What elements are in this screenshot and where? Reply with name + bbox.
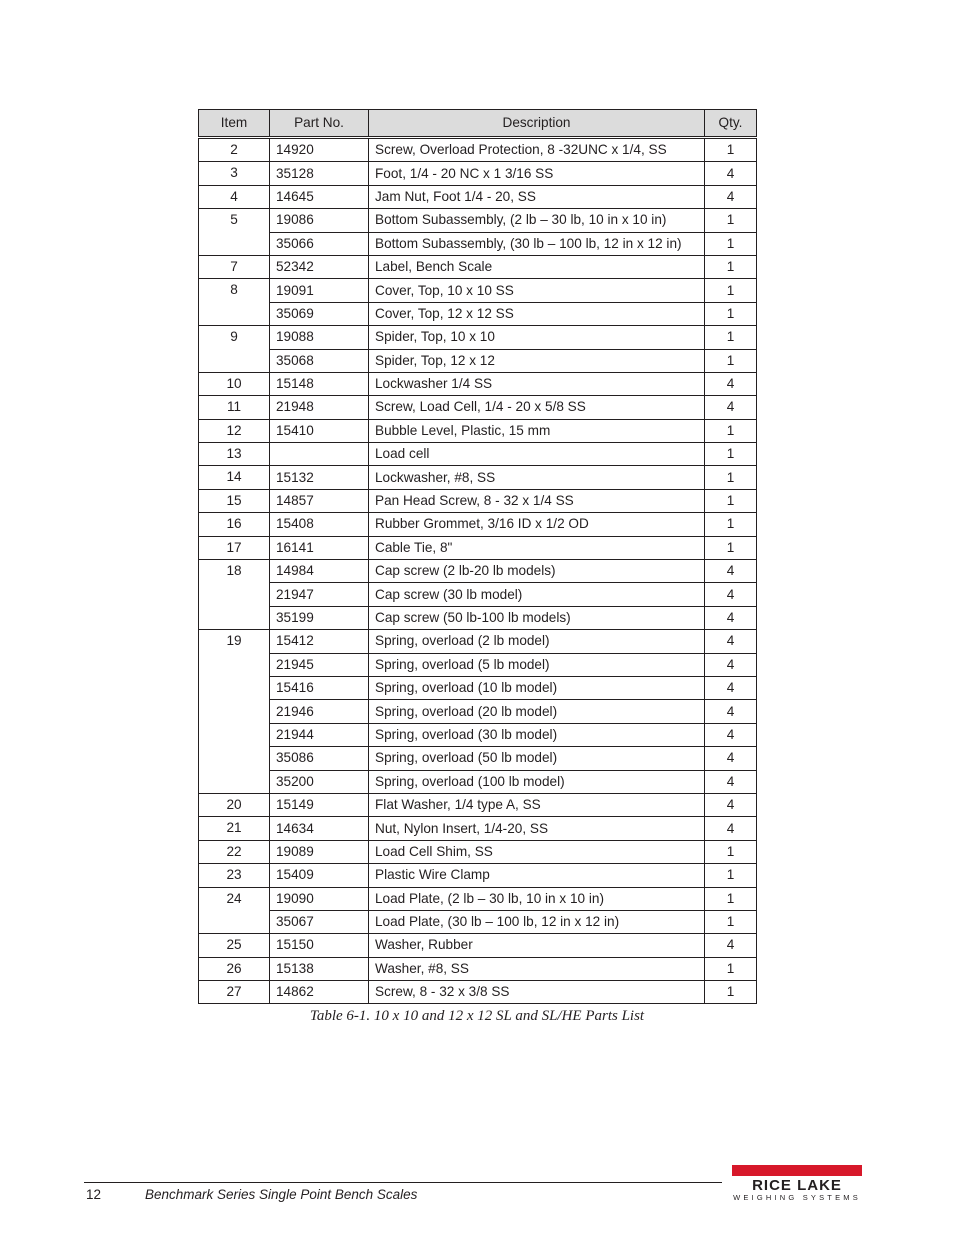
cell-part-no: 14857 [270, 489, 369, 512]
cell-qty: 1 [705, 981, 757, 1004]
table-row [199, 489, 757, 512]
table-row [199, 138, 757, 162]
cell-part-no: 19091 [270, 279, 369, 302]
cell-qty: 1 [705, 957, 757, 980]
table-caption: Table 6-1. 10 x 10 and 12 x 12 SL and SL/HE Parts List [309, 1008, 645, 1024]
table-row [199, 630, 757, 653]
footer-rule [84, 1182, 722, 1183]
cell-qty: 4 [705, 676, 757, 699]
cell-item: 11 [199, 396, 270, 419]
cell-item: 5 [199, 209, 270, 256]
cell-description: Screw, 8 - 32 x 3/8 SS [369, 981, 705, 1004]
cell-part-no: 14862 [270, 981, 369, 1004]
cell-part-no: 14920 [270, 138, 369, 162]
table-row [199, 279, 757, 302]
cell-qty: 1 [705, 302, 757, 325]
table-row [199, 513, 757, 536]
cell-item: 17 [199, 536, 270, 559]
table-row [199, 396, 757, 419]
cell-description: Spring, overload (20 lb model) [369, 700, 705, 723]
cell-description: Load cell [369, 443, 705, 466]
cell-description: Spider, Top, 10 x 10 [369, 326, 705, 349]
cell-qty: 4 [705, 583, 757, 606]
cell-qty: 1 [705, 910, 757, 933]
cell-qty: 1 [705, 138, 757, 162]
cell-part-no: 52342 [270, 255, 369, 278]
document-title: Benchmark Series Single Point Bench Scales [145, 1187, 418, 1202]
cell-qty: 4 [705, 817, 757, 840]
cell-description: Spider, Top, 12 x 12 [369, 349, 705, 372]
cell-qty: 1 [705, 443, 757, 466]
cell-part-no: 15416 [270, 676, 369, 699]
cell-part-no: 35128 [270, 162, 369, 185]
table-header-row [199, 110, 757, 138]
cell-part-no: 19086 [270, 209, 369, 232]
table-row [199, 910, 757, 933]
cell-description: Load Cell Shim, SS [369, 840, 705, 863]
cell-description: Washer, Rubber [369, 934, 705, 957]
cell-part-no: 15148 [270, 372, 369, 395]
cell-qty: 1 [705, 326, 757, 349]
cell-qty: 4 [705, 630, 757, 653]
cell-qty: 1 [705, 209, 757, 232]
cell-description: Cap screw (30 lb model) [369, 583, 705, 606]
cell-item: 9 [199, 326, 270, 373]
cell-description: Spring, overload (100 lb model) [369, 770, 705, 793]
cell-item: 20 [199, 793, 270, 816]
cell-part-no: 35068 [270, 349, 369, 372]
cell-part-no: 15410 [270, 419, 369, 442]
cell-item: 19 [199, 630, 270, 794]
cell-description: Spring, overload (10 lb model) [369, 676, 705, 699]
cell-description: Foot, 1/4 - 20 NC x 1 3/16 SS [369, 162, 705, 185]
cell-item: 27 [199, 981, 270, 1004]
cell-part-no: 21948 [270, 396, 369, 419]
table-row [199, 887, 757, 910]
cell-item: 23 [199, 864, 270, 887]
table-row [199, 162, 757, 185]
cell-part-no: 15408 [270, 513, 369, 536]
cell-part-no: 15150 [270, 934, 369, 957]
cell-qty: 4 [705, 770, 757, 793]
cell-item: 4 [199, 185, 270, 208]
cell-qty: 4 [705, 372, 757, 395]
header-qty: Qty. [705, 110, 757, 138]
cell-description: Pan Head Screw, 8 - 32 x 1/4 SS [369, 489, 705, 512]
table-row [199, 700, 757, 723]
table-row [199, 653, 757, 676]
cell-qty: 1 [705, 279, 757, 302]
cell-qty: 4 [705, 934, 757, 957]
cell-item: 16 [199, 513, 270, 536]
table-row [199, 793, 757, 816]
table-row [199, 185, 757, 208]
cell-part-no: 14645 [270, 185, 369, 208]
cell-part-no: 19089 [270, 840, 369, 863]
cell-item: 21 [199, 817, 270, 840]
cell-qty: 1 [705, 466, 757, 489]
cell-part-no: 21945 [270, 653, 369, 676]
cell-qty: 4 [705, 723, 757, 746]
cell-qty: 1 [705, 536, 757, 559]
cell-qty: 1 [705, 864, 757, 887]
cell-description: Load Plate, (2 lb – 30 lb, 10 in x 10 in) [369, 887, 705, 910]
cell-part-no: 19088 [270, 326, 369, 349]
cell-item: 7 [199, 255, 270, 278]
table-row [199, 817, 757, 840]
table-row [199, 560, 757, 583]
logo-text: RICE LAKE [752, 1177, 842, 1194]
cell-part-no: 15149 [270, 793, 369, 816]
table-row [199, 957, 757, 980]
cell-item: 25 [199, 934, 270, 957]
cell-qty: 1 [705, 489, 757, 512]
header-item: Item [199, 110, 270, 138]
cell-part-no: 35067 [270, 910, 369, 933]
cell-item: 26 [199, 957, 270, 980]
cell-qty: 4 [705, 606, 757, 629]
cell-description: Lockwasher 1/4 SS [369, 372, 705, 395]
cell-description: Screw, Overload Protection, 8 -32UNC x 1/4, SS [369, 138, 705, 162]
cell-description: Nut, Nylon Insert, 1/4-20, SS [369, 817, 705, 840]
cell-part-no: 14984 [270, 560, 369, 583]
cell-part-no: 35086 [270, 747, 369, 770]
table-row [199, 443, 757, 466]
cell-part-no: 21946 [270, 700, 369, 723]
cell-qty: 4 [705, 396, 757, 419]
table-row [199, 723, 757, 746]
cell-description: Lockwasher, #8, SS [369, 466, 705, 489]
cell-item: 2 [199, 138, 270, 162]
cell-part-no: 15409 [270, 864, 369, 887]
cell-qty: 1 [705, 232, 757, 255]
cell-qty: 1 [705, 419, 757, 442]
cell-description: Flat Washer, 1/4 type A, SS [369, 793, 705, 816]
cell-qty: 4 [705, 793, 757, 816]
cell-qty: 1 [705, 349, 757, 372]
cell-description: Cap screw (50 lb-100 lb models) [369, 606, 705, 629]
cell-item: 12 [199, 419, 270, 442]
cell-qty: 4 [705, 747, 757, 770]
cell-item: 3 [199, 162, 270, 185]
table-row [199, 232, 757, 255]
cell-item: 24 [199, 887, 270, 934]
cell-qty: 4 [705, 162, 757, 185]
table-row [199, 372, 757, 395]
cell-part-no: 16141 [270, 536, 369, 559]
cell-part-no: 15412 [270, 630, 369, 653]
cell-qty: 1 [705, 513, 757, 536]
cell-qty: 4 [705, 653, 757, 676]
cell-description: Cover, Top, 12 x 12 SS [369, 302, 705, 325]
cell-part-no: 14634 [270, 817, 369, 840]
cell-item: 18 [199, 560, 270, 630]
table-row [199, 840, 757, 863]
table-row [199, 981, 757, 1004]
cell-part-no: 19090 [270, 887, 369, 910]
cell-description: Load Plate, (30 lb – 100 lb, 12 in x 12 in) [369, 910, 705, 933]
logo-bar [732, 1165, 862, 1176]
cell-qty: 1 [705, 840, 757, 863]
cell-description: Washer, #8, SS [369, 957, 705, 980]
rice-lake-logo [726, 1165, 868, 1203]
cell-description: Bottom Subassembly, (2 lb – 30 lb, 10 in x 10 in) [369, 209, 705, 232]
cell-part-no: 15132 [270, 466, 369, 489]
table-row [199, 934, 757, 957]
table-row [199, 326, 757, 349]
cell-description: Spring, overload (30 lb model) [369, 723, 705, 746]
cell-item: 8 [199, 279, 270, 326]
cell-qty: 1 [705, 887, 757, 910]
cell-description: Jam Nut, Foot 1/4 - 20, SS [369, 185, 705, 208]
table-row [199, 349, 757, 372]
cell-part-no: 15138 [270, 957, 369, 980]
cell-description: Rubber Grommet, 3/16 ID x 1/2 OD [369, 513, 705, 536]
table-row [199, 864, 757, 887]
cell-description: Bottom Subassembly, (30 lb – 100 lb, 12 in x 12 in) [369, 232, 705, 255]
table-row [199, 302, 757, 325]
cell-qty: 4 [705, 560, 757, 583]
cell-description: Screw, Load Cell, 1/4 - 20 x 5/8 SS [369, 396, 705, 419]
cell-qty: 4 [705, 700, 757, 723]
table-row [199, 419, 757, 442]
table-row [199, 606, 757, 629]
table-row [199, 209, 757, 232]
table-row [199, 747, 757, 770]
cell-qty: 4 [705, 185, 757, 208]
cell-part-no: 35069 [270, 302, 369, 325]
cell-part-no [270, 443, 369, 466]
cell-item: 10 [199, 372, 270, 395]
cell-item: 15 [199, 489, 270, 512]
cell-part-no: 35066 [270, 232, 369, 255]
cell-part-no: 35200 [270, 770, 369, 793]
table-row [199, 770, 757, 793]
cell-description: Spring, overload (2 lb model) [369, 630, 705, 653]
cell-item: 22 [199, 840, 270, 863]
cell-description: Label, Bench Scale [369, 255, 705, 278]
cell-description: Bubble Level, Plastic, 15 mm [369, 419, 705, 442]
table-row [199, 676, 757, 699]
table-row [199, 583, 757, 606]
cell-part-no: 35199 [270, 606, 369, 629]
cell-description: Cap screw (2 lb-20 lb models) [369, 560, 705, 583]
table-row [199, 536, 757, 559]
cell-description: Spring, overload (50 lb model) [369, 747, 705, 770]
cell-part-no: 21947 [270, 583, 369, 606]
page-number: 12 [86, 1187, 102, 1202]
cell-description: Spring, overload (5 lb model) [369, 653, 705, 676]
cell-item: 13 [199, 443, 270, 466]
table-row [199, 255, 757, 278]
cell-description: Cover, Top, 10 x 10 SS [369, 279, 705, 302]
table-row [199, 466, 757, 489]
cell-qty: 1 [705, 255, 757, 278]
table-body [199, 138, 757, 1004]
parts-list-table [198, 109, 757, 1004]
cell-part-no: 21944 [270, 723, 369, 746]
header-description: Description [369, 110, 705, 138]
cell-description: Cable Tie, 8" [369, 536, 705, 559]
cell-item: 14 [199, 466, 270, 489]
header-part-no: Part No. [270, 110, 369, 138]
cell-description: Plastic Wire Clamp [369, 864, 705, 887]
logo-subtext: WEIGHING SYSTEMS [733, 1193, 861, 1202]
